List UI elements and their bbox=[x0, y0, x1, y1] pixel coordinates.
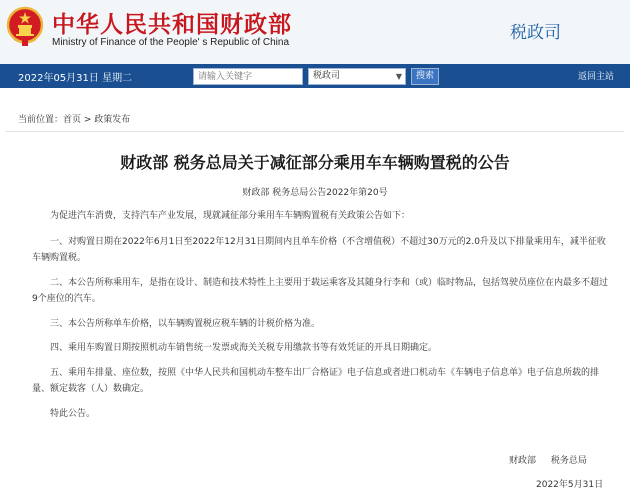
article-paragraph: 三、本公告所称单车价格，以车辆购置税应税车辆的计税价格为准。 bbox=[50, 319, 321, 329]
breadcrumb bbox=[18, 112, 130, 125]
search-button[interactable]: 搜索 bbox=[411, 68, 439, 85]
breadcrumb-bar bbox=[0, 105, 630, 129]
divider bbox=[6, 131, 624, 132]
top-nav-bar bbox=[0, 64, 630, 88]
article-paragraph: 四、乘用车购置日期按照机动车销售统一发票或海关关税专用缴款书等有效凭证的开具日期确定。 bbox=[50, 343, 438, 353]
national-emblem-icon bbox=[6, 6, 44, 46]
site-title: 中华人民共和国财政部 bbox=[52, 12, 292, 38]
signature-date: 2022年5月31日 bbox=[536, 480, 604, 490]
article-paragraph: 一、对购置日期在2022年6月1日至2022年12月31日期间内且单车价格（不含增值税）不超过30万元的2.0升及以下排量乘用车，减半征收车辆购置税。 bbox=[32, 237, 606, 263]
article-title: 财政部 税务总局关于减征部分乘用车车辆购置税的公告 bbox=[120, 153, 510, 172]
department-name: 税政司 bbox=[510, 23, 561, 43]
signatories: 财政部 税务总局 bbox=[509, 456, 587, 466]
site-subtitle: Ministry of Finance of the People' s Republic of China bbox=[52, 37, 290, 48]
search-scope-value: 税政司 bbox=[313, 71, 341, 81]
breadcrumb-home-link[interactable]: 首页 bbox=[63, 115, 82, 125]
breadcrumb-prefix: 当前位置： bbox=[18, 115, 64, 125]
chevron-down-icon: ▼ bbox=[395, 72, 402, 81]
breadcrumb-separator: > bbox=[81, 115, 95, 125]
current-date: 2022年05月31日 星期二 bbox=[18, 73, 133, 84]
article-paragraph: 五、乘用车排量、座位数，按照《中华人民共和国机动车整车出厂合格证》电子信息或者进口机动车《车辆电子信息单》电子信息所载的排量、额定载客（人）数确定。 bbox=[32, 368, 600, 394]
article-paragraph: 二、本公告所称乘用车，是指在设计、制造和技术特性上主要用于载运乘客及其随身行李和（或）临时物品，包括驾驶员座位在内最多不超过9个座位的汽车。 bbox=[32, 278, 609, 304]
document-number: 财政部 税务总局公告2022年第20号 bbox=[242, 188, 388, 198]
return-home-link[interactable]: 返回主站 bbox=[577, 72, 614, 82]
search-input[interactable] bbox=[193, 68, 303, 85]
breadcrumb-section-link[interactable]: 政策发布 bbox=[94, 115, 131, 125]
search-scope-select[interactable] bbox=[308, 68, 406, 85]
site-header bbox=[0, 0, 630, 64]
article-paragraph: 特此公告。 bbox=[50, 409, 96, 419]
article-paragraph: 为促进汽车消费，支持汽车产业发展，现就减征部分乘用车车辆购置税有关政策公告如下： bbox=[50, 211, 411, 221]
